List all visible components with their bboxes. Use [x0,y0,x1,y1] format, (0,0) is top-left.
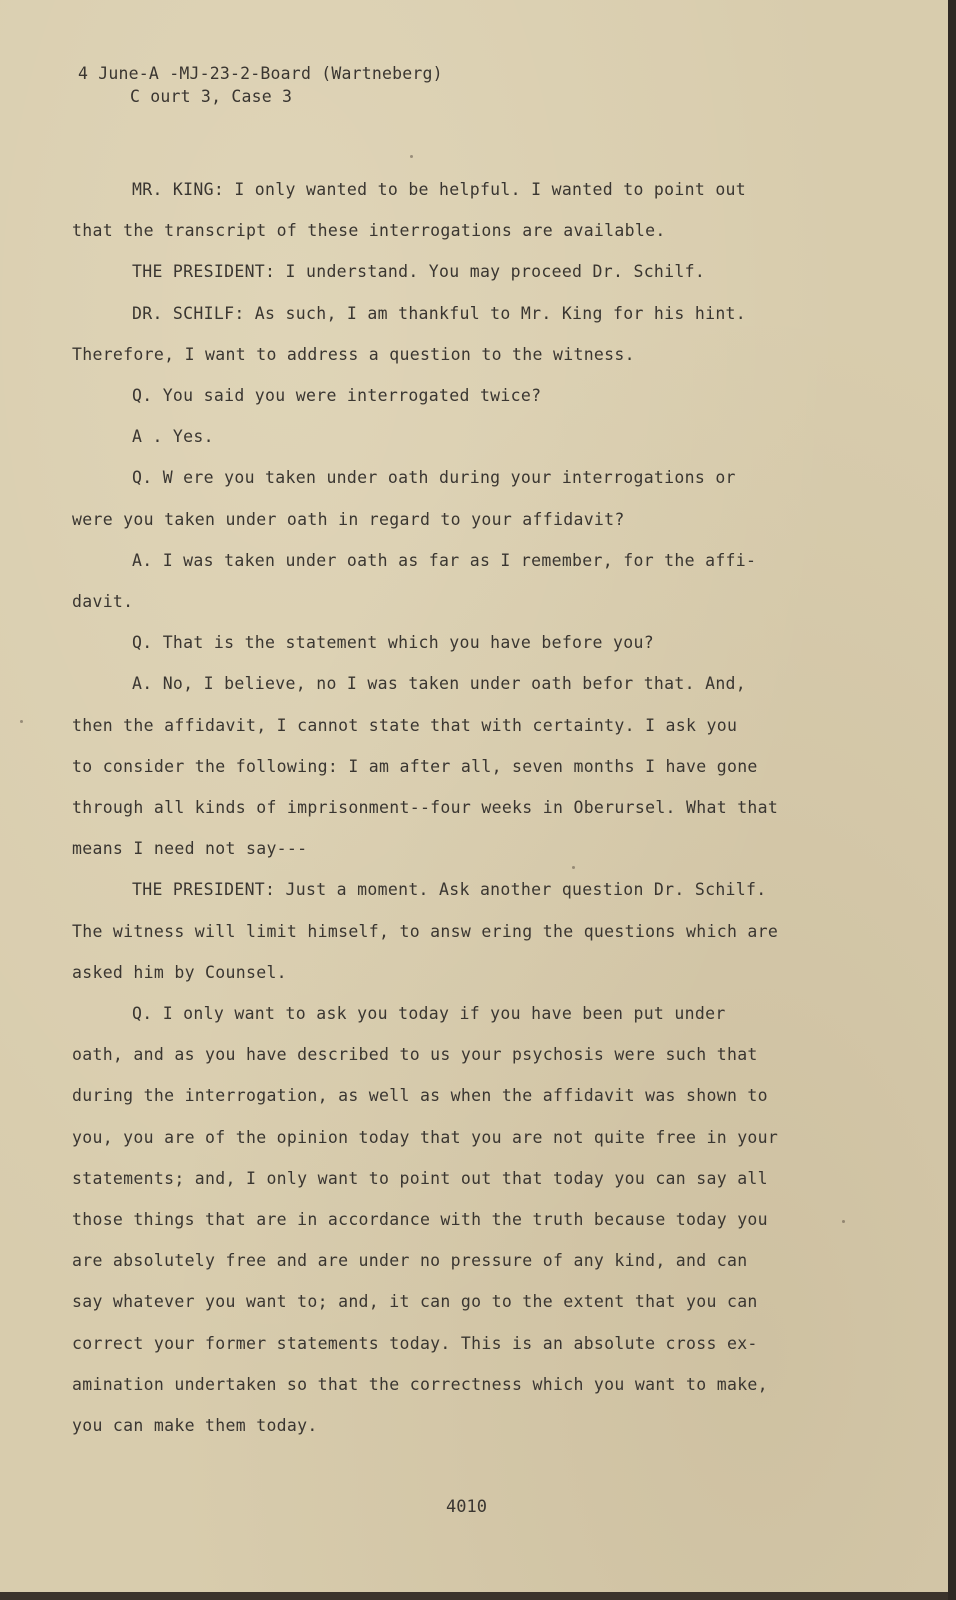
transcript-line: correct your former statements today. This is an absolute cross ex- [72,1333,758,1353]
transcript-line: THE PRESIDENT: Just a moment. Ask another question Dr. Schilf. [132,880,767,900]
paper-speck [410,155,413,158]
transcript-line: A . Yes. [132,427,214,447]
transcript-line: through all kinds of imprisonment--four weeks in Oberursel. What that [72,798,779,817]
transcript-line: were you taken under oath in regard to your affidavit? [72,509,625,529]
transcript-line: Q. You said you were interrogated twice? [132,386,542,405]
transcript-line: Q. W ere you taken under oath during your interrogations or [132,468,736,488]
transcript-line: Q. That is the statement which you have before you? [132,633,654,653]
transcript-line: you can make them today. [72,1416,318,1435]
page-edge-shadow [948,0,956,1600]
transcript-line: Q. I only want to ask you today if you have been put under [132,1004,726,1023]
header-case-reference: 4 June-A -MJ-23-2-Board (Wartneberg) [78,64,443,83]
transcript-line: during the interrogation, as well as when the affidavit was shown to [72,1086,768,1106]
header-court-case: C ourt 3, Case 3 [130,87,293,106]
transcript-line: Therefore, I want to address a question to the witness. [72,344,635,364]
transcript-line: to consider the following: I am after all, seven months I have gone [72,756,758,776]
document-header [78,62,443,108]
transcript-line: you, you are of the opinion today that you are not quite free in your [72,1127,779,1147]
transcript-line: then the affidavit, I cannot state that with certainty. I ask you [72,715,738,735]
paper-speck [20,720,23,723]
transcript-line: oath, and as you have described to us your psychosis were such that [72,1045,758,1065]
transcript-line: asked him by Counsel. [72,962,287,982]
transcript-line: amination undertaken so that the correctness which you want to make, [72,1374,768,1394]
transcript-line: statements; and, I only want to point out that today you can say all [72,1168,768,1188]
transcript-line: say whatever you want to; and, it can go to the extent that you can [72,1292,758,1312]
transcript-line: are absolutely free and are under no pressure of any kind, and can [72,1251,748,1271]
transcript-line: The witness will limit himself, to answ ering the questions which are [72,921,779,941]
paper-speck [572,866,575,869]
transcript-line: MR. KING: I only wanted to be helpful. I wanted to point out [132,180,747,199]
paper-speck [842,1220,845,1223]
transcript-line: A. I was taken under oath as far as I remember, for the affi- [132,550,757,570]
page-number: 4010 [446,1497,487,1517]
transcript-line: A. No, I believe, no I was taken under oath befor that. And, [132,674,747,694]
transcript-line: THE PRESIDENT: I understand. You may proceed Dr. Schilf. [132,262,706,282]
transcript-line: davit. [72,592,134,611]
transcript-line: DR. SCHILF: As such, I am thankful to Mr. King for his hint. [132,303,747,323]
transcript-line: those things that are in accordance with the truth because today you [72,1210,768,1229]
transcript-line: that the transcript of these interrogations are available. [72,221,666,241]
transcript-line: means I need not say--- [72,839,308,859]
